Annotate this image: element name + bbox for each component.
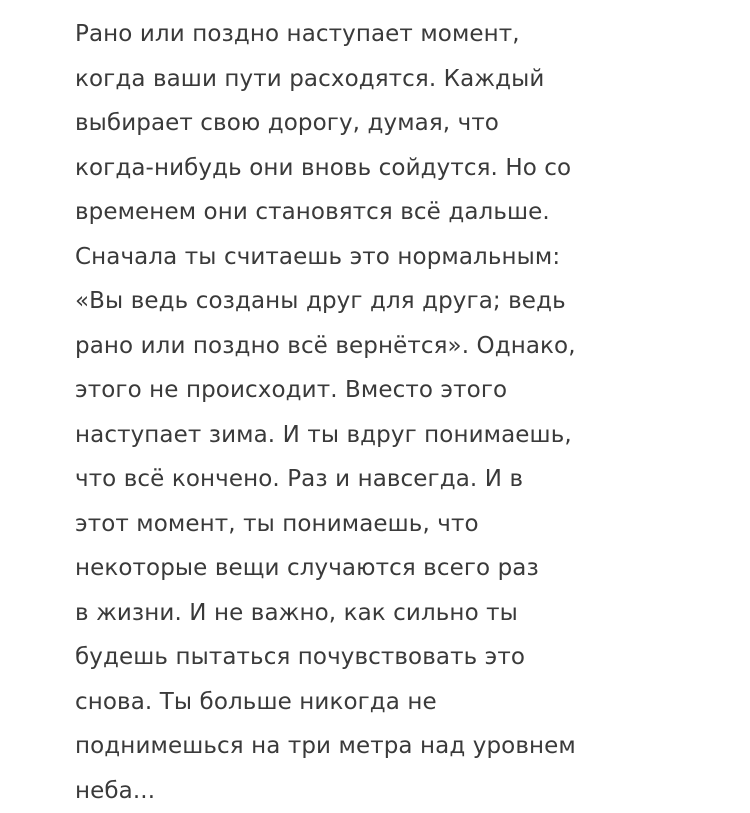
- text-line: когда ваши пути расходятся. Каждый: [75, 57, 695, 102]
- text-line: рано или поздно всё вернётся». Однако,: [75, 324, 695, 369]
- text-line: наступает зима. И ты вдруг понимаешь,: [75, 413, 695, 458]
- text-line: снова. Ты больше никогда не: [75, 680, 695, 725]
- text-line: временем они становятся всё дальше.: [75, 190, 695, 235]
- text-line: этот момент, ты понимаешь, что: [75, 502, 695, 547]
- text-line: когда-нибудь они вновь сойдутся. Но со: [75, 146, 695, 191]
- text-line: что всё кончено. Раз и навсегда. И в: [75, 457, 695, 502]
- text-line: будешь пытаться почувствовать это: [75, 635, 695, 680]
- text-line: «Вы ведь созданы друг для друга; ведь: [75, 279, 695, 324]
- text-line: выбирает свою дорогу, думая, что: [75, 101, 695, 146]
- text-line: Сначала ты считаешь это нормальным:: [75, 235, 695, 280]
- text-line: этого не происходит. Вместо этого: [75, 368, 695, 413]
- text-line: Рано или поздно наступает момент,: [75, 12, 695, 57]
- text-line: неба...: [75, 769, 695, 813]
- text-line: в жизни. И не важно, как сильно ты: [75, 591, 695, 636]
- text-paragraph: [75, 12, 695, 813]
- text-line: поднимешься на три метра над уровнем: [75, 724, 695, 769]
- text-line: некоторые вещи случаются всего раз: [75, 546, 695, 591]
